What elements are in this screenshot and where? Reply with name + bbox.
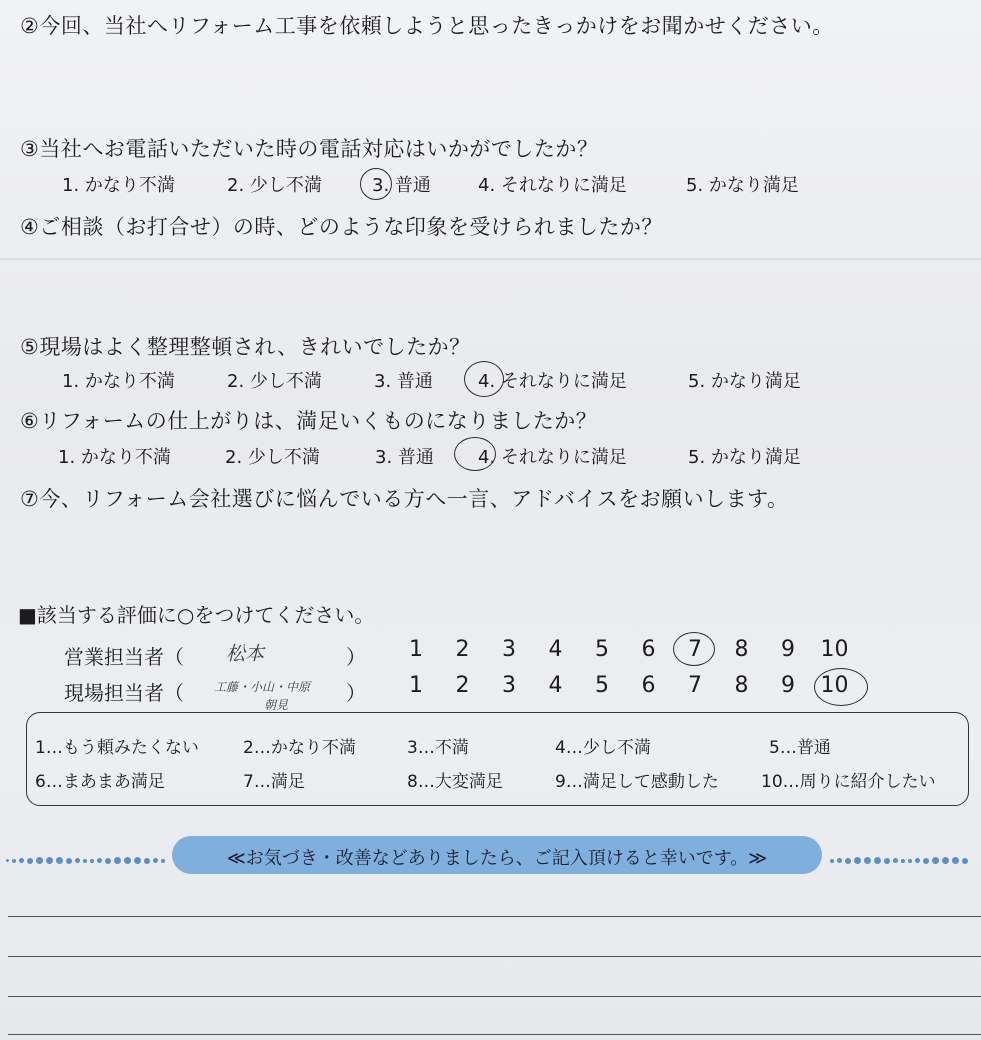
- writing-line[interactable]: [8, 996, 981, 997]
- site-handwritten-name-2: 朝見: [264, 698, 289, 712]
- decorative-dot: [19, 858, 24, 863]
- legend-item: 1…もう頼みたくない: [35, 738, 199, 758]
- rating-option-6[interactable]: 6: [641, 673, 656, 698]
- decorative-dot: [6, 859, 9, 862]
- rating-option-2[interactable]: 2: [455, 637, 470, 662]
- decorative-dot: [153, 858, 158, 863]
- answer-circle-q3: [360, 168, 392, 200]
- rating-option-2[interactable]: 2: [455, 673, 470, 698]
- decorative-dot: [97, 858, 102, 863]
- decorative-dot: [884, 858, 890, 864]
- option-5[interactable]: 5. かなり満足: [688, 371, 801, 392]
- option-1[interactable]: 1. かなり不満: [62, 175, 175, 196]
- writing-line[interactable]: [8, 1034, 981, 1035]
- legend-item: 4…少し不満: [555, 738, 651, 758]
- decorative-dot: [923, 858, 929, 864]
- option-4[interactable]: 4. それなりに満足: [478, 371, 627, 392]
- rating-option-6[interactable]: 6: [641, 637, 656, 662]
- legend-item: 6…まあまあ満足: [35, 772, 165, 792]
- rating-circle-site: [814, 668, 868, 706]
- rating-option-1[interactable]: 1: [409, 673, 423, 698]
- decorative-dot: [830, 859, 834, 863]
- decorative-dot: [161, 859, 165, 863]
- option-5[interactable]: 5. かなり満足: [688, 447, 801, 468]
- site-close-paren: ）: [346, 681, 366, 705]
- decorative-dot: [962, 858, 968, 864]
- rating-option-9[interactable]: 9: [781, 673, 795, 698]
- writing-line[interactable]: [8, 916, 981, 917]
- decorative-dot: [56, 857, 63, 864]
- decorative-dot: [90, 859, 94, 863]
- rating-option-5[interactable]: 5: [595, 673, 609, 698]
- question-6: ⑥リフォームの仕上がりは、満足いくものになりましたか？: [20, 409, 598, 433]
- decorative-dot: [942, 857, 949, 864]
- decorative-dot: [952, 857, 959, 864]
- legend-item: 10…周りに紹介したい: [761, 772, 936, 792]
- site-handwritten-names: 工藤・小山・中原: [214, 680, 311, 694]
- rating-option-1[interactable]: 1: [409, 637, 423, 662]
- decorative-dot: [144, 858, 150, 864]
- decorative-dot: [75, 858, 80, 863]
- decorative-dot: [932, 857, 939, 864]
- sales-label: 営業担当者（: [64, 645, 184, 669]
- rating-option-7[interactable]: 7: [688, 637, 702, 662]
- decorative-dots-left: [6, 850, 168, 860]
- decorative-dots-right: [830, 850, 971, 860]
- option-1[interactable]: 1. かなり不満: [62, 371, 175, 392]
- rating-heading: ■該当する評価に○をつけてください。: [18, 603, 375, 627]
- question-3-options: [0, 171, 981, 201]
- decorative-dot: [36, 857, 43, 864]
- option-3[interactable]: 3. 普通: [374, 371, 433, 392]
- option-1[interactable]: 1. かなり不満: [58, 447, 171, 468]
- decorative-dot: [27, 858, 33, 864]
- sales-close-paren: ）: [346, 645, 366, 669]
- site-label: 現場担当者（: [64, 681, 184, 705]
- question-6-options: [0, 443, 981, 473]
- rating-legend: [26, 712, 969, 806]
- option-3[interactable]: 3. 普通: [375, 447, 434, 468]
- legend-item: 2…かなり不満: [243, 738, 356, 758]
- option-5[interactable]: 5. かなり満足: [686, 175, 799, 196]
- decorative-dot: [915, 858, 920, 863]
- option-4[interactable]: 4. それなりに満足: [478, 175, 627, 196]
- rating-option-3[interactable]: 3: [502, 637, 516, 662]
- rating-option-7[interactable]: 7: [688, 673, 702, 698]
- question-7: ⑦今、リフォーム会社選びに悩んでいる方へ一言、アドバイスをお願いします。: [20, 487, 789, 511]
- decorative-dot: [114, 857, 121, 864]
- option-2[interactable]: 2. 少し不満: [225, 447, 320, 468]
- legend-item: 8…大変満足: [407, 772, 503, 792]
- decorative-dot: [901, 859, 905, 863]
- rating-option-4[interactable]: 4: [548, 637, 563, 662]
- question-5: ⑤現場はよく整理整頓され、きれいでしたか？: [20, 335, 471, 359]
- question-3: ③当社へお電話いただいた時の電話対応はいかがでしたか？: [20, 137, 599, 161]
- decorative-dot: [46, 857, 53, 864]
- rating-option-8[interactable]: 8: [734, 637, 749, 662]
- rating-option-10[interactable]: 10: [820, 637, 849, 662]
- decorative-dot: [864, 857, 871, 864]
- rating-option-5[interactable]: 5: [595, 637, 609, 662]
- question-5-options: [0, 367, 981, 397]
- legend-item: 5…普通: [769, 738, 831, 758]
- rating-option-9[interactable]: 9: [781, 637, 795, 662]
- decorative-dot: [83, 859, 87, 863]
- banner-text: ≪お気づき・改善などありましたら、ご記入頂けると幸いです。≫: [226, 848, 768, 869]
- decorative-dot: [874, 857, 881, 864]
- decorative-dot: [893, 858, 898, 863]
- rating-option-4[interactable]: 4: [548, 673, 563, 698]
- decorative-dot: [908, 859, 912, 863]
- option-2[interactable]: 2. 少し不満: [227, 371, 322, 392]
- decorative-dot: [854, 857, 861, 864]
- decorative-dot: [66, 858, 72, 864]
- legend-item: 3…不満: [407, 738, 469, 758]
- rating-option-3[interactable]: 3: [502, 673, 516, 698]
- question-4: ④ご相談（お打合せ）の時、どのような印象を受けられましたか？: [20, 215, 663, 239]
- decorative-dot: [105, 858, 111, 864]
- legend-item: 7…満足: [243, 772, 305, 792]
- decorative-dot: [12, 859, 16, 863]
- answer-circle-q6: [454, 437, 496, 471]
- comment-banner: [172, 836, 822, 874]
- option-3[interactable]: 3. 普通: [372, 175, 431, 196]
- decorative-dot: [837, 858, 842, 863]
- legend-item: 9…満足して感動した: [555, 772, 719, 792]
- decorative-dot: [134, 857, 141, 864]
- question-2: ②今回、当社へリフォーム工事を依頼しようと思ったきっかけをお聞かせください。: [20, 14, 834, 38]
- option-4[interactable]: 4. それなりに満足: [478, 447, 627, 468]
- rating-option-8[interactable]: 8: [734, 673, 749, 698]
- paper-fold: [0, 258, 981, 260]
- sales-handwritten-name: 松本: [226, 643, 265, 665]
- decorative-dot: [845, 858, 851, 864]
- option-2[interactable]: 2. 少し不満: [227, 175, 322, 196]
- writing-line[interactable]: [8, 956, 981, 957]
- rating-circle-sales: [673, 632, 715, 666]
- decorative-dot: [124, 857, 131, 864]
- rating-option-10[interactable]: 10: [820, 673, 849, 698]
- answer-circle-q5: [464, 361, 504, 397]
